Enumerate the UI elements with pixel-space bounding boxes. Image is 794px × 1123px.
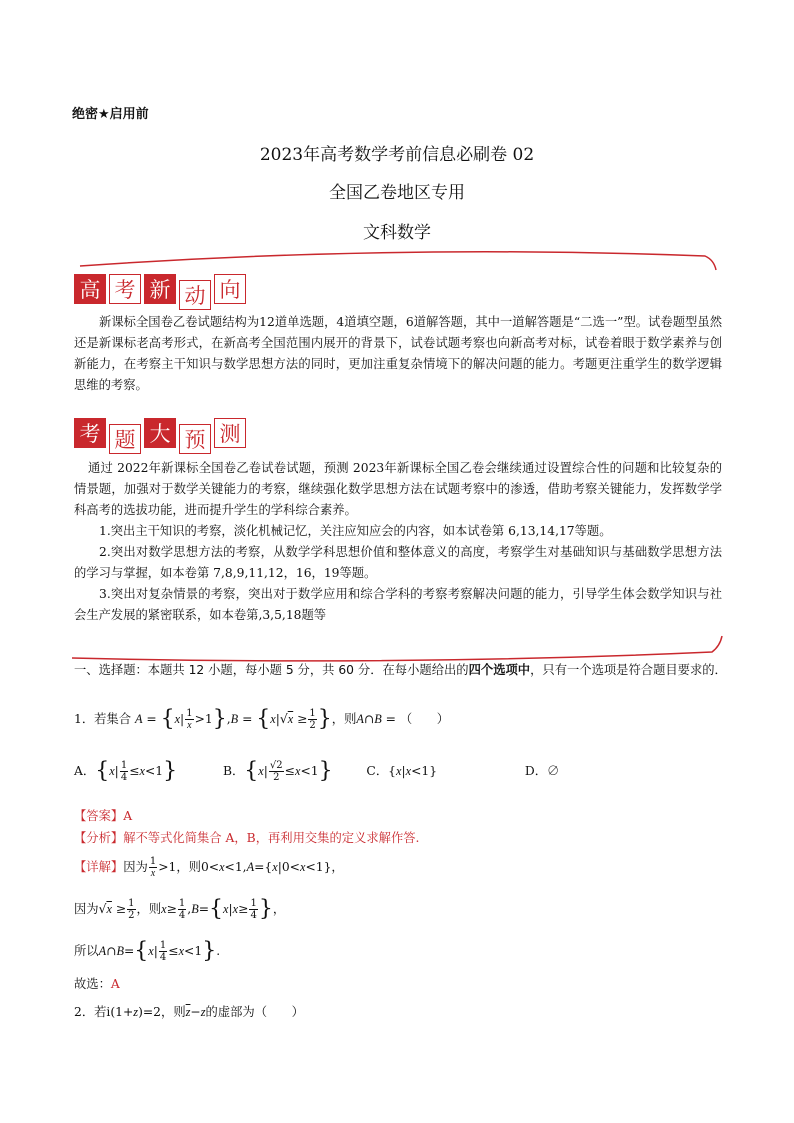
- question-1-detail-3: 所以A∩B={x| $\frac{1}{4}$ ≤x<1}.: [74, 938, 221, 964]
- predictions-point-2: 2.突出对数学思想方法的考察，从数学学科思想价值和整体意义的高度，考察学生对基础知识与基础数学思想方法的学习与掌握，如本卷第 7,8,9,11,12，16，19等题。: [74, 545, 722, 580]
- question-1: 1．若集合 A = {x| $\frac{1}{x}$ >1},B = {x|√x ≥ $\frac{1}{2}$ }，则A∩B = （ ）: [74, 706, 450, 732]
- predictions-point-1: 1.突出主干知识的考察，淡化机械记忆，关注应知应会的内容，如本试卷第 6,13,14,17等题。: [99, 524, 612, 538]
- predictions-point-3: 3.突出对复杂情景的考察，突出对于数学应用和综合学科的考察考察解决问题的能力，引导学生体会数学知识与社会生产发展的紧密联系，如本卷第,3,5,18题等: [74, 587, 722, 622]
- question-1-answer: 【答案】A: [74, 809, 133, 823]
- confidential-mark: 绝密★启用前: [72, 107, 149, 122]
- badge-predictions: 考 题 大 预 测: [74, 418, 246, 454]
- question-1-choice: 故选：A: [74, 977, 120, 991]
- paper-subject: 文科数学: [363, 223, 431, 243]
- question-1-options: A．{x| $\frac{1}{4}$ ≤x<1} B．{x| $\frac{√2}{2}$ ≤x<1} C．{x|x<1} D．∅: [74, 758, 560, 784]
- section-new-trends-text: 新课标全国卷乙卷试题结构为12道单选题，4道填空题，6道解答题，其中一道解答题是“二选一”型。试卷题型虽然还是新课标老高考形式，在新高考全国范围内展开的背景下，试卷试题考察也向新高考对标，试卷着眼于数学素养与创新能力，在考察主干知识与数学思想方法的同时，更加注重复杂情境下的解决问题的能力。考题更注重学生的数学逻辑思维的考察。: [74, 315, 722, 392]
- predictions-intro: 通过 2022年新课标全国卷乙卷试卷试题，预测 2023年新课标全国乙卷会继续通过设置综合性的问题和比较复杂的情景题，加强对于数学关键能力的考察，继续强化数学思想方法在试题考察中的渗透，借助考察关键能力，发挥数学学科高考的选拔功能，进而提升学生的学科综合素养。: [74, 461, 722, 517]
- paper-subtitle: 全国乙卷地区专用: [329, 183, 465, 203]
- question-1-detail-2: 因为√x ≥ $\frac{1}{2}$ ，则x≥ $\frac{1}{4}$ ,B={x|x≥ $\frac{1}{4}$ }，: [74, 896, 286, 922]
- question-2: 2．若i(1+z)=2，则$\overline{z}-z$的虚部为（ ）: [74, 1005, 304, 1019]
- part1-heading: 一、选择题：本题共 12 小题，每小题 5 分，共 60 分．在每小题给出的四个选项中，只有一个选项是符合题目要求的．: [74, 663, 727, 677]
- question-1-detail: 【详解】因为 $\frac{1}{x}$ >1，则0<x<1,A={x|0<x<1}，: [74, 856, 344, 879]
- badge-new-trends: 高 考 新 动 向: [74, 274, 246, 310]
- question-1-analysis: 【分析】解不等式化简集合 A，B，再利用交集的定义求解作答.: [74, 831, 420, 845]
- paper-title: 2023年高考数学考前信息必刷卷 02: [259, 145, 535, 165]
